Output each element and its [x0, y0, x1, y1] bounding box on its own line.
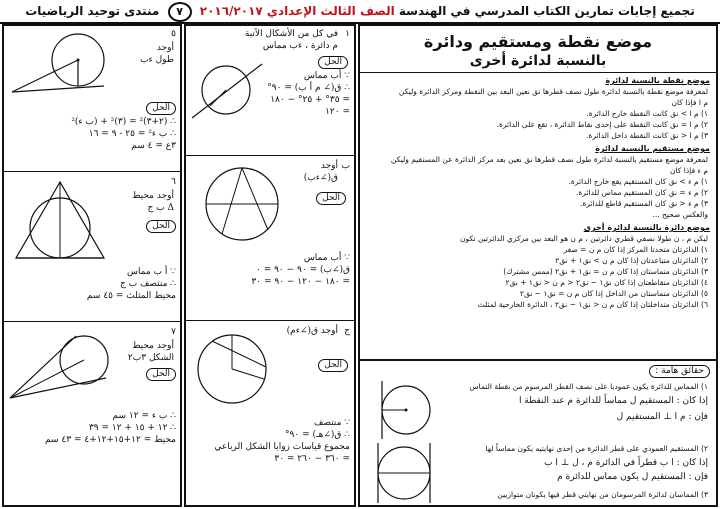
section-circle-circle: موضع دائرة بالنسبة لدائرة أخرى: [583, 223, 710, 232]
exercise-3-number: ج: [344, 326, 350, 336]
prompt-line: أوجد: [320, 161, 338, 171]
fact-1-handwritten: إذا كان : المستقيم ل مماساً للدائرة م عند النقطة ا: [518, 396, 708, 406]
circle-angle-figure: [190, 56, 264, 126]
exercise-6: [4, 172, 180, 322]
exercise-7-work: [8, 410, 176, 446]
answer-tag: الحل: [146, 220, 176, 233]
text-line: ٢) م ا = نق كانت النقطة على إحدى نقاط الدائرة ، تقع على الدائرة.: [496, 120, 708, 129]
parallel-tangents-figure: [364, 441, 444, 505]
text-line: لمعرفة موضع نقطة بالنسبة لدائرة طول نصف قطرها نق نعين البعد بين النقطة ومركز الدائرة وليكن: [398, 87, 708, 96]
exercise-7-number: ٧: [171, 327, 176, 337]
header-grade: الصف الثالث الإعدادي ٢٠١٦/٢٠١٧: [199, 4, 395, 18]
important-facts: [360, 359, 716, 507]
text-line: ٣) الدائرتان متماستان إذا كان م ن = نق١ + نق٢ (ممس مشترك): [503, 267, 708, 276]
section-line-circle: موضع مستقيم بالنسبة لدائرة: [595, 144, 710, 153]
fact-2-handwritten: إذا كان : ا ب قطراً في الدائرة م ، ل ⊥ ا ب: [544, 458, 708, 468]
text-line: ٤) الدائرتان متقاطعتان إذا كان نق١ − نق٢ < م ن < نق١ + نق٢: [505, 278, 708, 287]
text-line: ٣) م ء < نق كان المستقيم قاطع للدائرة.: [579, 199, 708, 208]
work-line: ∴ ب ء = ١٢ سم: [112, 411, 176, 421]
work-line: مجموع قياسات زوايا الشكل الرباعي: [214, 442, 350, 452]
fact-3: ٣) المماسان لدائرة المرسومان من نهايتي قطر فيها يكونان متوازيين: [497, 490, 708, 499]
section-point-circle: موضع نقطة بالنسبة لدائرة: [605, 76, 710, 85]
inscribed-triangle-figure: [8, 178, 118, 262]
work-line: ∵ أب مماس: [303, 71, 350, 81]
work-line: ∵ أ ب مماس: [126, 267, 176, 277]
fact-2: ٢) المستقيم العمودي على قطر الدائرة من إحدى نهايتيه يكون مماساً لها: [485, 444, 708, 453]
answer-tag: الحل: [318, 56, 348, 69]
exercise-5: [4, 26, 180, 172]
work-line: ∵ أب مماس: [303, 253, 350, 263]
header-title: تجميع إجابات تمارين الكتاب المدرسي في الهندسة: [398, 4, 695, 18]
work-line: محيط = ١٢+١٥+١٢+٤ = ٤٣ سم: [45, 435, 176, 445]
answer-tag: الحل: [318, 359, 348, 372]
text-line: ٢) الدائرتان متباعدتان إذا كان م ن > نق١ + نق٢: [555, 256, 708, 265]
text-line: ٢) م ء = نق كان المستقيم مماس للدائرة.: [575, 188, 708, 197]
text-line: ٣) م ا < نق كانت النقطة داخل الدائرة.: [586, 131, 708, 140]
text-line: والعكس صحيح ...: [652, 210, 708, 219]
exercise-7-prompt: [110, 340, 174, 364]
text-line: ١) م ا > نق كانت النقطة خارج الدائرة.: [586, 109, 708, 118]
work-line: ∴ ق(∠ م أ ب) = ٩٠°: [267, 83, 350, 93]
fact-1: ١) المماس للدائرة يكون عموديا على نصف القطر المرسوم من نقطة التماس: [469, 382, 708, 391]
exercise-3-work: [190, 417, 350, 465]
prompt-line: طول ءب: [140, 55, 174, 65]
text-line: م ا فإذا كان: [671, 98, 708, 107]
circle-tangent-figure: [8, 30, 128, 100]
text-line: ٥) الدائرتان متماستان من الداخل إذا كان م ن = نق١ − نق٢: [519, 289, 708, 298]
work-line: = ١٨٠ − ١٢٠ − ٩٠ = ٣٠: [251, 277, 350, 287]
page-header: [0, 0, 720, 24]
exercise-2-work: [190, 252, 350, 288]
prompt-line: أوجد ق(∠ءم): [286, 326, 338, 336]
prompt-line: أوجد محيط: [132, 191, 174, 201]
answer-tag: الحل: [146, 368, 176, 381]
work-line: ق(∠ب) = ٩٠ − ٩٠ = ٠: [255, 265, 350, 275]
header-forum: منتدى توحيد الرياضيات: [25, 4, 160, 18]
work-line: ∴ ب ء² = ٢٥ - ٩ = ١٦: [88, 129, 176, 139]
fact-2-handwritten-2: فإن : المستقيم ل يكون مماس للدائرة م: [557, 472, 708, 482]
work-line: ∵ منتصف: [314, 418, 350, 428]
exercise-1-work: [262, 70, 350, 118]
text-line: م ء فإذا كان: [670, 166, 708, 175]
exercise-3: [186, 321, 354, 505]
work-line: ∴ منتصف ب ج: [120, 279, 176, 289]
prompt-line: في كل من الأشكال الآتية: [244, 29, 338, 39]
prompt-line: أوجد محيط: [132, 341, 174, 351]
circle-quadrilateral-figure: [192, 327, 272, 411]
text-line: ١) الدائرتان متحدتا المركز إذا كان م ن = صفر: [563, 245, 708, 254]
page-number-badge: ٧: [168, 2, 192, 22]
tangent-circle-figure: [366, 379, 436, 441]
exercise-5-work: [8, 116, 176, 152]
lesson-subtitle: بالنسبة لدائرة أخرى: [360, 52, 716, 73]
exercise-1-number: ١: [345, 29, 350, 39]
prompt-line: Δ ب ج: [147, 203, 174, 213]
exercise-1-prompt: [198, 28, 338, 52]
circle-chord-figure: [192, 160, 292, 246]
answer-tag: الحل: [316, 192, 346, 205]
work-line: ∴ (٢+٣)² = (٣)² + (ب ء)²: [71, 117, 176, 127]
work-line: ∴ ١٢ + ١٥ + ١٢ = ٣٩: [88, 423, 176, 433]
prompt-line: أوجد: [156, 43, 174, 53]
answer-tag: الحل: [146, 102, 176, 115]
fact-1-handwritten-2: فإن : م ا ⊥ المستقيم ل: [616, 412, 708, 422]
work-line: ∴ ق(∠هـ) = ٩٠°: [285, 430, 350, 440]
lesson-title: موضع نقطة ومستقيم ودائرة: [423, 32, 653, 51]
text-line: ٦) الدائرتان متداخلتان إذا كان م ن < نق١ − نق٢ ، الدائرة الخارجية لمثلث: [477, 300, 708, 309]
exercise-2: [186, 156, 354, 321]
middle-column: [184, 24, 356, 507]
prompt-line: م دائرة ، ءب مماس: [262, 41, 338, 51]
left-column: [2, 24, 182, 507]
work-line: محيط المثلث = ٤٥ سم: [86, 291, 176, 301]
exercise-6-work: [8, 266, 176, 302]
exercise-1: [186, 26, 354, 156]
text-line: لمعرفة موضع مستقيم بالنسبة لدائرة طول نصف قطرها نق نعين بعد مركز الدائرة عن المستقيم وليكن: [390, 155, 708, 164]
right-column: [358, 24, 718, 507]
exercise-5-number: ٥: [171, 29, 176, 39]
work-line: = ٣٥° + ٢٥° − ١٨٠ = ١٢٠: [270, 95, 350, 117]
two-tangents-figure: [6, 328, 118, 404]
facts-tag: حقائق هامة :: [649, 365, 710, 378]
exercise-6-number: ٦: [171, 177, 176, 187]
exercise-6-prompt: [114, 190, 174, 214]
work-line: ٣ع = ٤ سم: [131, 141, 176, 151]
text-line: ١) م ء > نق كان المستقيم يقع خارج الدائرة.: [568, 177, 708, 186]
work-line: = ٣٦٠ − ٢٦٠ = ٣٠: [274, 454, 350, 464]
exercise-7: [4, 322, 180, 505]
prompt-line: ق(∠ءب): [303, 173, 338, 183]
text-line: ليكن م ، ن طولا نصفي قطري دائرتين ، م ن هو البعد بين مركزي الدائرتين تكون: [460, 234, 708, 243]
exercise-2-number: ب: [341, 161, 350, 171]
prompt-line: الشكل ٣ب٢: [127, 353, 174, 363]
